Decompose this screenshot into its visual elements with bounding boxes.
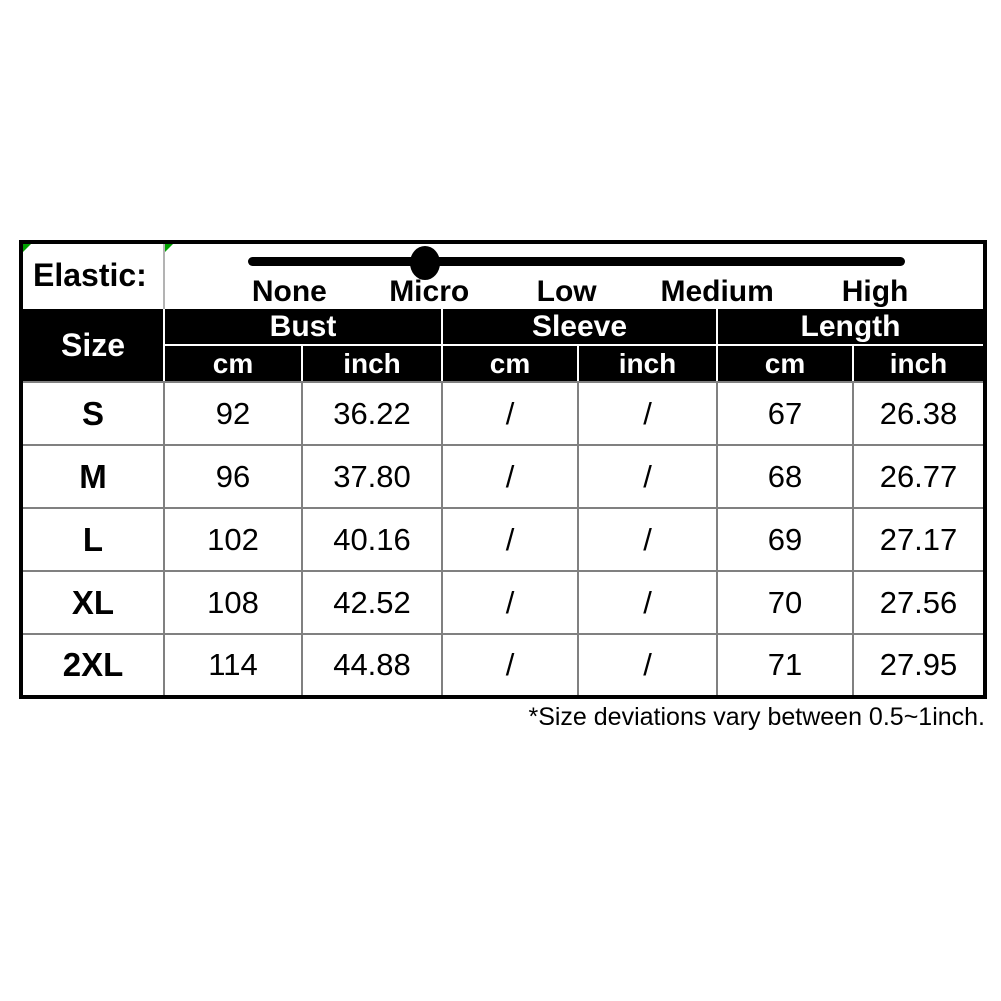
sleeve-cm-value: / — [442, 571, 578, 634]
sleeve-inch-value: / — [578, 445, 717, 508]
sleeve-cm-value: / — [442, 382, 578, 445]
cell-flag-icon — [23, 244, 31, 252]
size-value: XL — [21, 571, 164, 634]
length-cm-value: 67 — [717, 382, 853, 445]
header-row-groups — [21, 308, 985, 345]
unit-header-bust-inch: inch — [302, 345, 442, 382]
length-cm-value: 70 — [717, 571, 853, 634]
bust-cm-value: 114 — [164, 634, 302, 697]
cell-flag-icon — [165, 244, 173, 252]
elastic-label-cell — [21, 242, 164, 308]
length-inch-value: 27.95 — [853, 634, 985, 697]
elastic-row — [21, 242, 985, 308]
elastic-label: Elastic: — [33, 257, 147, 293]
unit-header-length-inch: inch — [853, 345, 985, 382]
slider-track[interactable] — [248, 257, 905, 266]
bust-inch-value: 36.22 — [302, 382, 442, 445]
level-label-low: Low — [536, 275, 597, 308]
size-deviation-note: *Size deviations vary between 0.5~1inch. — [528, 703, 985, 731]
unit-header-length-cm: cm — [717, 345, 853, 382]
column-header-length: Length — [717, 308, 985, 345]
elastic-slider-cell — [164, 242, 985, 308]
length-cm-value: 71 — [717, 634, 853, 697]
level-label-medium: Medium — [660, 275, 774, 308]
size-value: 2XL — [21, 634, 164, 697]
length-inch-value: 27.56 — [853, 571, 985, 634]
unit-header-bust-cm: cm — [164, 345, 302, 382]
table-row-l — [21, 508, 985, 571]
bust-cm-value: 92 — [164, 382, 302, 445]
column-header-size: Size — [21, 308, 164, 382]
column-header-sleeve: Sleeve — [442, 308, 717, 345]
sleeve-inch-value: / — [578, 634, 717, 697]
bust-inch-value: 44.88 — [302, 634, 442, 697]
table-row-2xl — [21, 634, 985, 697]
unit-header-sleeve-inch: inch — [578, 345, 717, 382]
size-value: S — [21, 382, 164, 445]
table-row-m — [21, 445, 985, 508]
length-cm-value: 68 — [717, 445, 853, 508]
sleeve-cm-value: / — [442, 634, 578, 697]
bust-cm-value: 96 — [164, 445, 302, 508]
length-inch-value: 26.38 — [853, 382, 985, 445]
table-row-s — [21, 382, 985, 445]
sleeve-inch-value: / — [578, 571, 717, 634]
sleeve-inch-value: / — [578, 508, 717, 571]
bust-inch-value: 40.16 — [302, 508, 442, 571]
level-label-none: None — [251, 275, 327, 308]
sleeve-cm-value: / — [442, 445, 578, 508]
sleeve-cm-value: / — [442, 508, 578, 571]
length-cm-value: 69 — [717, 508, 853, 571]
sleeve-inch-value: / — [578, 382, 717, 445]
unit-header-sleeve-cm: cm — [442, 345, 578, 382]
level-label-high: High — [841, 275, 909, 308]
size-value: M — [21, 445, 164, 508]
length-inch-value: 26.77 — [853, 445, 985, 508]
bust-cm-value: 102 — [164, 508, 302, 571]
bust-inch-value: 42.52 — [302, 571, 442, 634]
bust-inch-value: 37.80 — [302, 445, 442, 508]
table-row-xl — [21, 571, 985, 634]
size-value: L — [21, 508, 164, 571]
size-table — [19, 240, 987, 699]
length-inch-value: 27.17 — [853, 508, 985, 571]
header-row-units — [21, 345, 985, 382]
column-header-bust: Bust — [164, 308, 442, 345]
bust-cm-value: 108 — [164, 571, 302, 634]
level-label-micro: Micro — [389, 275, 470, 308]
